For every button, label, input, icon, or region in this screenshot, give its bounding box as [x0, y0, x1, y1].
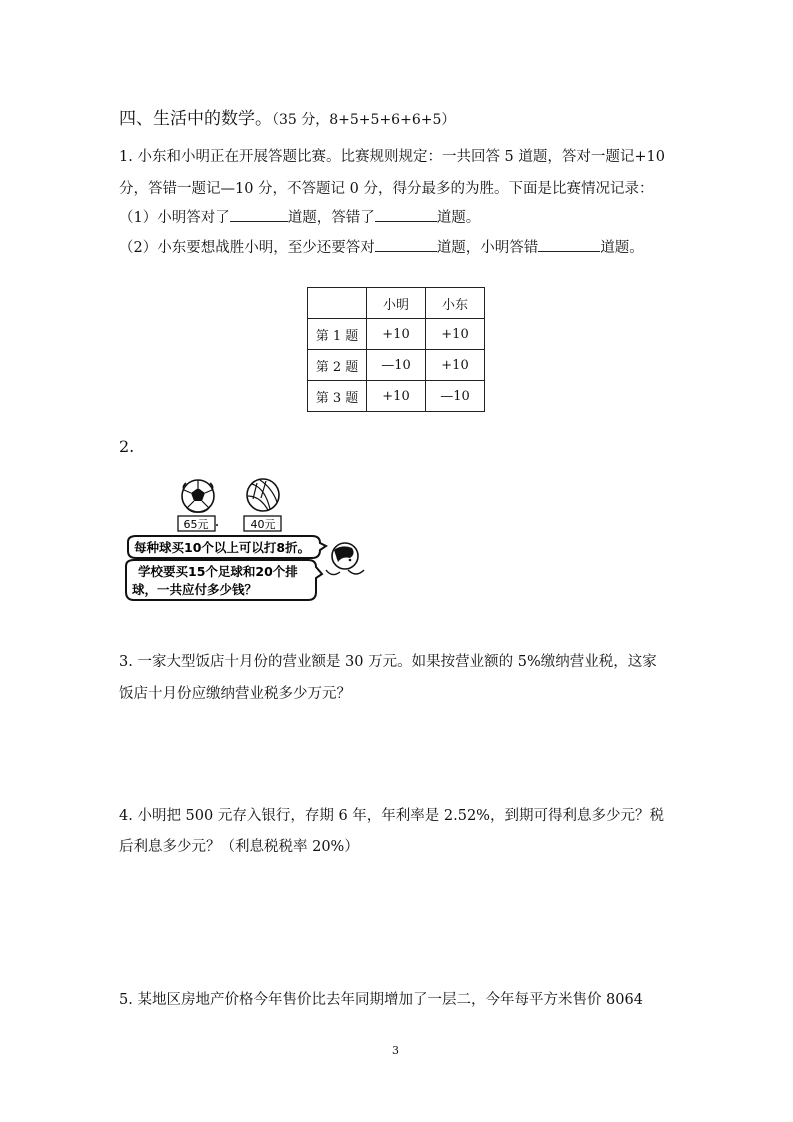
table-cell: +10 [367, 381, 426, 412]
answer-blank-2[interactable] [375, 206, 437, 222]
bubble2-line1: 学校要买15个足球和20个排 [138, 564, 298, 579]
q3-line2: 饭店十月份应缴纳营业税多少万元？ [119, 686, 351, 702]
table-cell: +10 [367, 319, 426, 350]
table-cell: +10 [426, 319, 485, 350]
table-header-cell [308, 288, 367, 319]
table-row [308, 381, 485, 412]
table-cell: 第 3 题 [308, 381, 367, 412]
score-table [307, 287, 485, 412]
football-price: 65元 [183, 518, 209, 531]
q1-sub1-c: 道题。 [436, 210, 481, 226]
q3-line1: 3. 一家大型饭店十月份的营业额是 30 万元。如果按营业额的 5%缴纳营业税，这家 [119, 654, 657, 670]
answer-blank-1[interactable] [230, 206, 288, 222]
bubble2-line2: 球，一共应付多少钱？ [132, 582, 258, 597]
globe-character-icon [326, 543, 364, 575]
volleyball-price: 40元 [250, 518, 276, 531]
answer-blank-4[interactable] [538, 236, 600, 252]
table-cell: 第 2 题 [308, 350, 367, 381]
q1-sub1-a: （1）小明答对了 [119, 210, 230, 226]
q2-illustration [120, 474, 370, 609]
answer-blank-3[interactable] [375, 236, 437, 252]
q1-sub1 [119, 206, 480, 231]
table-header-cell: 小明 [367, 288, 426, 319]
section-title [119, 104, 455, 129]
table-cell: +10 [426, 350, 485, 381]
q1-line2: 分，答错一题记—10 分，不答题记 0 分，得分最多的为胜。下面是比赛情况记录： [119, 181, 654, 197]
table-row [308, 350, 485, 381]
q4-line2: 后利息多少元？（利息税税率 20%） [119, 839, 359, 855]
volleyball-icon [247, 479, 279, 511]
q1-sub2-c: 道题。 [600, 240, 644, 256]
table-row [308, 319, 485, 350]
q1-line1: 1. 小东和小明正在开展答题比赛。比赛规则规定：一共回答 5 道题，答对一题记+10 [119, 149, 665, 165]
q1-sub2 [119, 236, 644, 261]
bubble1-text: 每种球买10个以上可以打8折。 [134, 540, 311, 555]
table-cell: —10 [367, 350, 426, 381]
q5-line1: 5. 某地区房地产价格今年售价比去年同期增加了一层二，今年每平方米售价 8064 [119, 992, 643, 1008]
q2-number: 2. [119, 437, 135, 456]
q1-sub2-a: （2）小东要想战胜小明，至少还要答对 [119, 240, 375, 256]
section-score-note: （35 分，8+5+5+6+6+5） [272, 112, 456, 128]
q4-line1: 4. 小明把 500 元存入银行，存期 6 年，年利率是 2.52%，到期可得利息多少元？税 [119, 808, 664, 824]
table-header-cell: 小东 [426, 288, 485, 319]
section-title-text: 四、生活中的数学。 [119, 109, 272, 129]
table-cell: 第 1 题 [308, 319, 367, 350]
football-icon [182, 480, 214, 512]
page-number: 3 [392, 1044, 399, 1057]
table-cell: —10 [426, 381, 485, 412]
q1-sub2-b: 道题，小明答错 [436, 240, 539, 256]
q1-sub1-b: 道题，答错了 [287, 210, 375, 226]
table-header-row [308, 288, 485, 319]
